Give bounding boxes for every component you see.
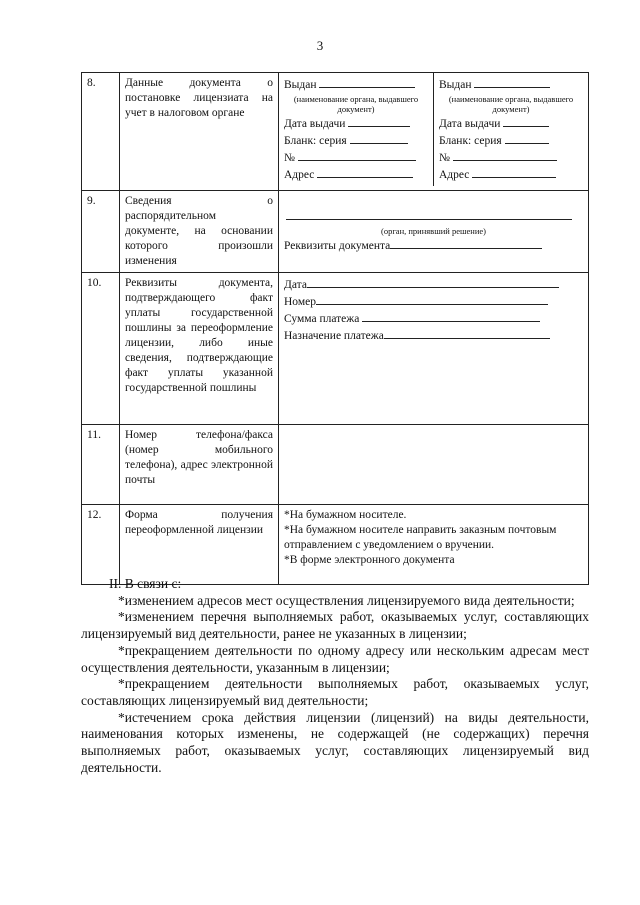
document-details-label: Реквизиты документа <box>284 240 391 252</box>
payment-number-field[interactable] <box>316 293 548 305</box>
row-number: 10. <box>82 273 120 425</box>
issued-hint: (наименование органа, выдавшего документ) <box>293 94 419 114</box>
row-description: Номер телефона/факса (номер мобильного телефона), адрес электронной почты <box>120 425 279 505</box>
blank-series-field[interactable] <box>350 132 408 144</box>
section-heading: II. В связи с: <box>109 576 182 591</box>
page-number: 3 <box>316 38 324 53</box>
issued-field[interactable] <box>474 76 550 88</box>
row-description: Сведения о распорядительном документе, на основании которого произошли изменения <box>120 191 279 273</box>
address-label: Адрес <box>439 169 470 181</box>
list-item: *прекращением деятельности по одному адресу или нескольким адресам мест осуществления деятельности, указанным в лицензии; <box>81 642 589 675</box>
table-row <box>82 505 589 585</box>
address-label: Адрес <box>284 169 315 181</box>
number-field[interactable] <box>298 149 416 161</box>
tax-document-right <box>433 73 588 186</box>
row-number: 9. <box>82 191 120 273</box>
number-label: № <box>284 152 295 164</box>
list-item: *изменением адресов мест осуществления лицензируемого вида деятельности; <box>118 592 575 608</box>
address-field[interactable] <box>472 166 556 178</box>
issued-label: Выдан <box>284 79 317 91</box>
receipt-option-electronic[interactable]: *В форме электронного документа <box>284 554 455 566</box>
issuing-authority-hint: (орган, принявший решение) <box>380 226 487 236</box>
payment-number-label: Номер <box>284 296 316 308</box>
issue-date-label: Дата выдачи <box>439 118 501 130</box>
address-field[interactable] <box>317 166 413 178</box>
issue-date-label: Дата выдачи <box>284 118 346 130</box>
order-document-cell <box>279 191 589 273</box>
issued-field[interactable] <box>319 76 415 88</box>
row-number: 11. <box>82 425 120 505</box>
list-item: *изменением перечня выполняемых работ, оказываемых услуг, составляющих лицензируемый вид деятельности, ранее не указанных в лицензии; <box>81 609 589 642</box>
table-row <box>82 191 589 273</box>
receipt-option-paper[interactable]: *На бумажном носителе. <box>284 509 407 521</box>
row-number: 8. <box>82 73 120 191</box>
contact-info-cell[interactable] <box>279 425 589 505</box>
receipt-form-cell <box>279 505 589 585</box>
payment-date-field[interactable] <box>307 276 559 288</box>
payment-purpose-field[interactable] <box>384 327 550 339</box>
blank-series-label: Бланк: серия <box>439 135 502 147</box>
payment-amount-label: Сумма платежа <box>284 313 360 325</box>
number-label: № <box>439 152 450 164</box>
license-form-table <box>81 72 589 585</box>
blank-series-label: Бланк: серия <box>284 135 347 147</box>
tax-document-left <box>279 73 433 186</box>
payment-date-label: Дата <box>284 279 307 291</box>
table-row <box>82 273 589 425</box>
document-details-field[interactable] <box>390 237 542 249</box>
row-description: Данные документа о постановке лицензиата на учет в налоговом органе <box>120 73 279 191</box>
issue-date-field[interactable] <box>348 115 410 127</box>
row-description: Форма получения переоформленной лицензии <box>120 505 279 585</box>
issued-label: Выдан <box>439 79 472 91</box>
issuing-authority-field[interactable] <box>286 208 572 220</box>
payment-amount-field[interactable] <box>362 310 540 322</box>
section-2 <box>81 576 589 776</box>
row-description: Реквизиты документа, подтверждающего факт уплаты государственной пошлины за переоформление лицензии, либо иные сведения, подтверждающие факт уплаты указанной государственной пошлины <box>120 273 279 425</box>
list-item: *прекращением деятельности выполняемых работ, оказываемых услуг, составляющих лицензируемый вид деятельности; <box>81 676 589 708</box>
payment-details-cell <box>279 273 589 425</box>
receipt-option-mail[interactable]: *На бумажном носителе направить заказным почтовым отправлением с уведомлением о вручении. <box>284 524 557 551</box>
issued-hint: (наименование органа, выдавшего документ) <box>448 94 574 114</box>
table-row <box>82 425 589 505</box>
issue-date-field[interactable] <box>503 115 549 127</box>
tax-document-cell <box>279 73 589 191</box>
table-row <box>82 73 589 191</box>
list-item: *истечением срока действия лицензии (лицензий) на виды деятельности, наименования которых изменены, не содержащей (не содержащих) перечня выполняемых работ, оказываемых услуг, составляющих лицензируемый вид деятельности. <box>81 709 589 775</box>
blank-series-field[interactable] <box>505 132 549 144</box>
payment-purpose-label: Назначение платежа <box>284 330 384 342</box>
row-number: 12. <box>82 505 120 585</box>
number-field[interactable] <box>453 149 557 161</box>
